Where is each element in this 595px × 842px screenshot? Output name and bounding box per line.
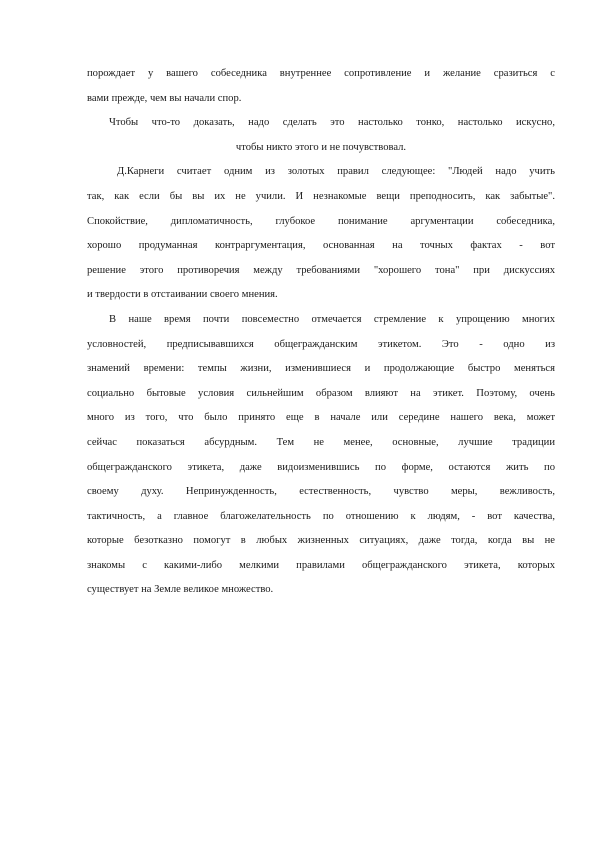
paragraph-continuation [87,62,555,111]
text-line: чтобы никто этого и не почувствовал. [235,141,407,153]
text-line: своему духу. Непринужденность, естественность, чувство меры, вежливость, [87,486,555,498]
text-line: и твердости в отстаивании своего мнения. [87,289,278,301]
text-line: Спокойствие, дипломатичность, глубокое понимание аргументации собеседника, [87,215,555,227]
text-line: В наше время почти повсеместно отмечается стремление к упрощению многих [109,313,555,325]
text-line: тактичность, а главное благожелательность по отношению к людям, - вот качества, [87,510,555,522]
text-line: Д.Карнеги считает одним из золотых правил следующее: "Людей надо учить [117,166,555,178]
text-line: социально бытовые условия сильнейшим образом влияют на этикет. Поэтому, очень [87,387,555,399]
text-line: знамений времени: темпы жизни, изменившиеся и продолжающие быстро меняться [87,363,555,375]
body-text [87,62,555,603]
text-line: сейчас показаться абсурдным. Тем не менее, основные, лучшие традиции [87,436,555,448]
paragraph-etiquette [87,308,555,603]
text-line: условностей, предписывавшихся общегражданским этикетом. Это - одно из [87,338,555,350]
text-line: так, как если бы вы их не учили. И незнакомые вещи преподносить, как забытые". [87,190,555,202]
text-line: Чтобы что-то доказать, надо сделать это настолько тонко, настолько искусно, [109,117,555,129]
text-line: хорошо продуманная контраргументация, основанная на точных фактах - вот [87,240,555,252]
text-line: существует на Земле великое множество. [87,584,274,596]
text-line: вами прежде, чем вы начали спор. [87,92,242,104]
text-line: которые безотказно помогут в любых жизненных ситуациях, даже тогда, когда вы не [87,535,555,547]
text-line: много из того, что было принято еще в начале или середине нашего века, может [87,412,555,424]
text-line: порождает у вашего собеседника внутреннее сопротивление и желание сразиться с [87,68,555,79]
text-line: знакомы с какими-либо мелкими правилами общегражданского этикета, которых [87,559,555,571]
paragraph-carnegie [87,160,555,308]
paragraph-proof [87,111,555,160]
text-line: решение этого противоречия между требованиями "хорошего тона" при дискуссиях [87,264,555,276]
text-line: общегражданского этикета, даже видоизменившись по форме, остаются жить по [87,461,555,473]
